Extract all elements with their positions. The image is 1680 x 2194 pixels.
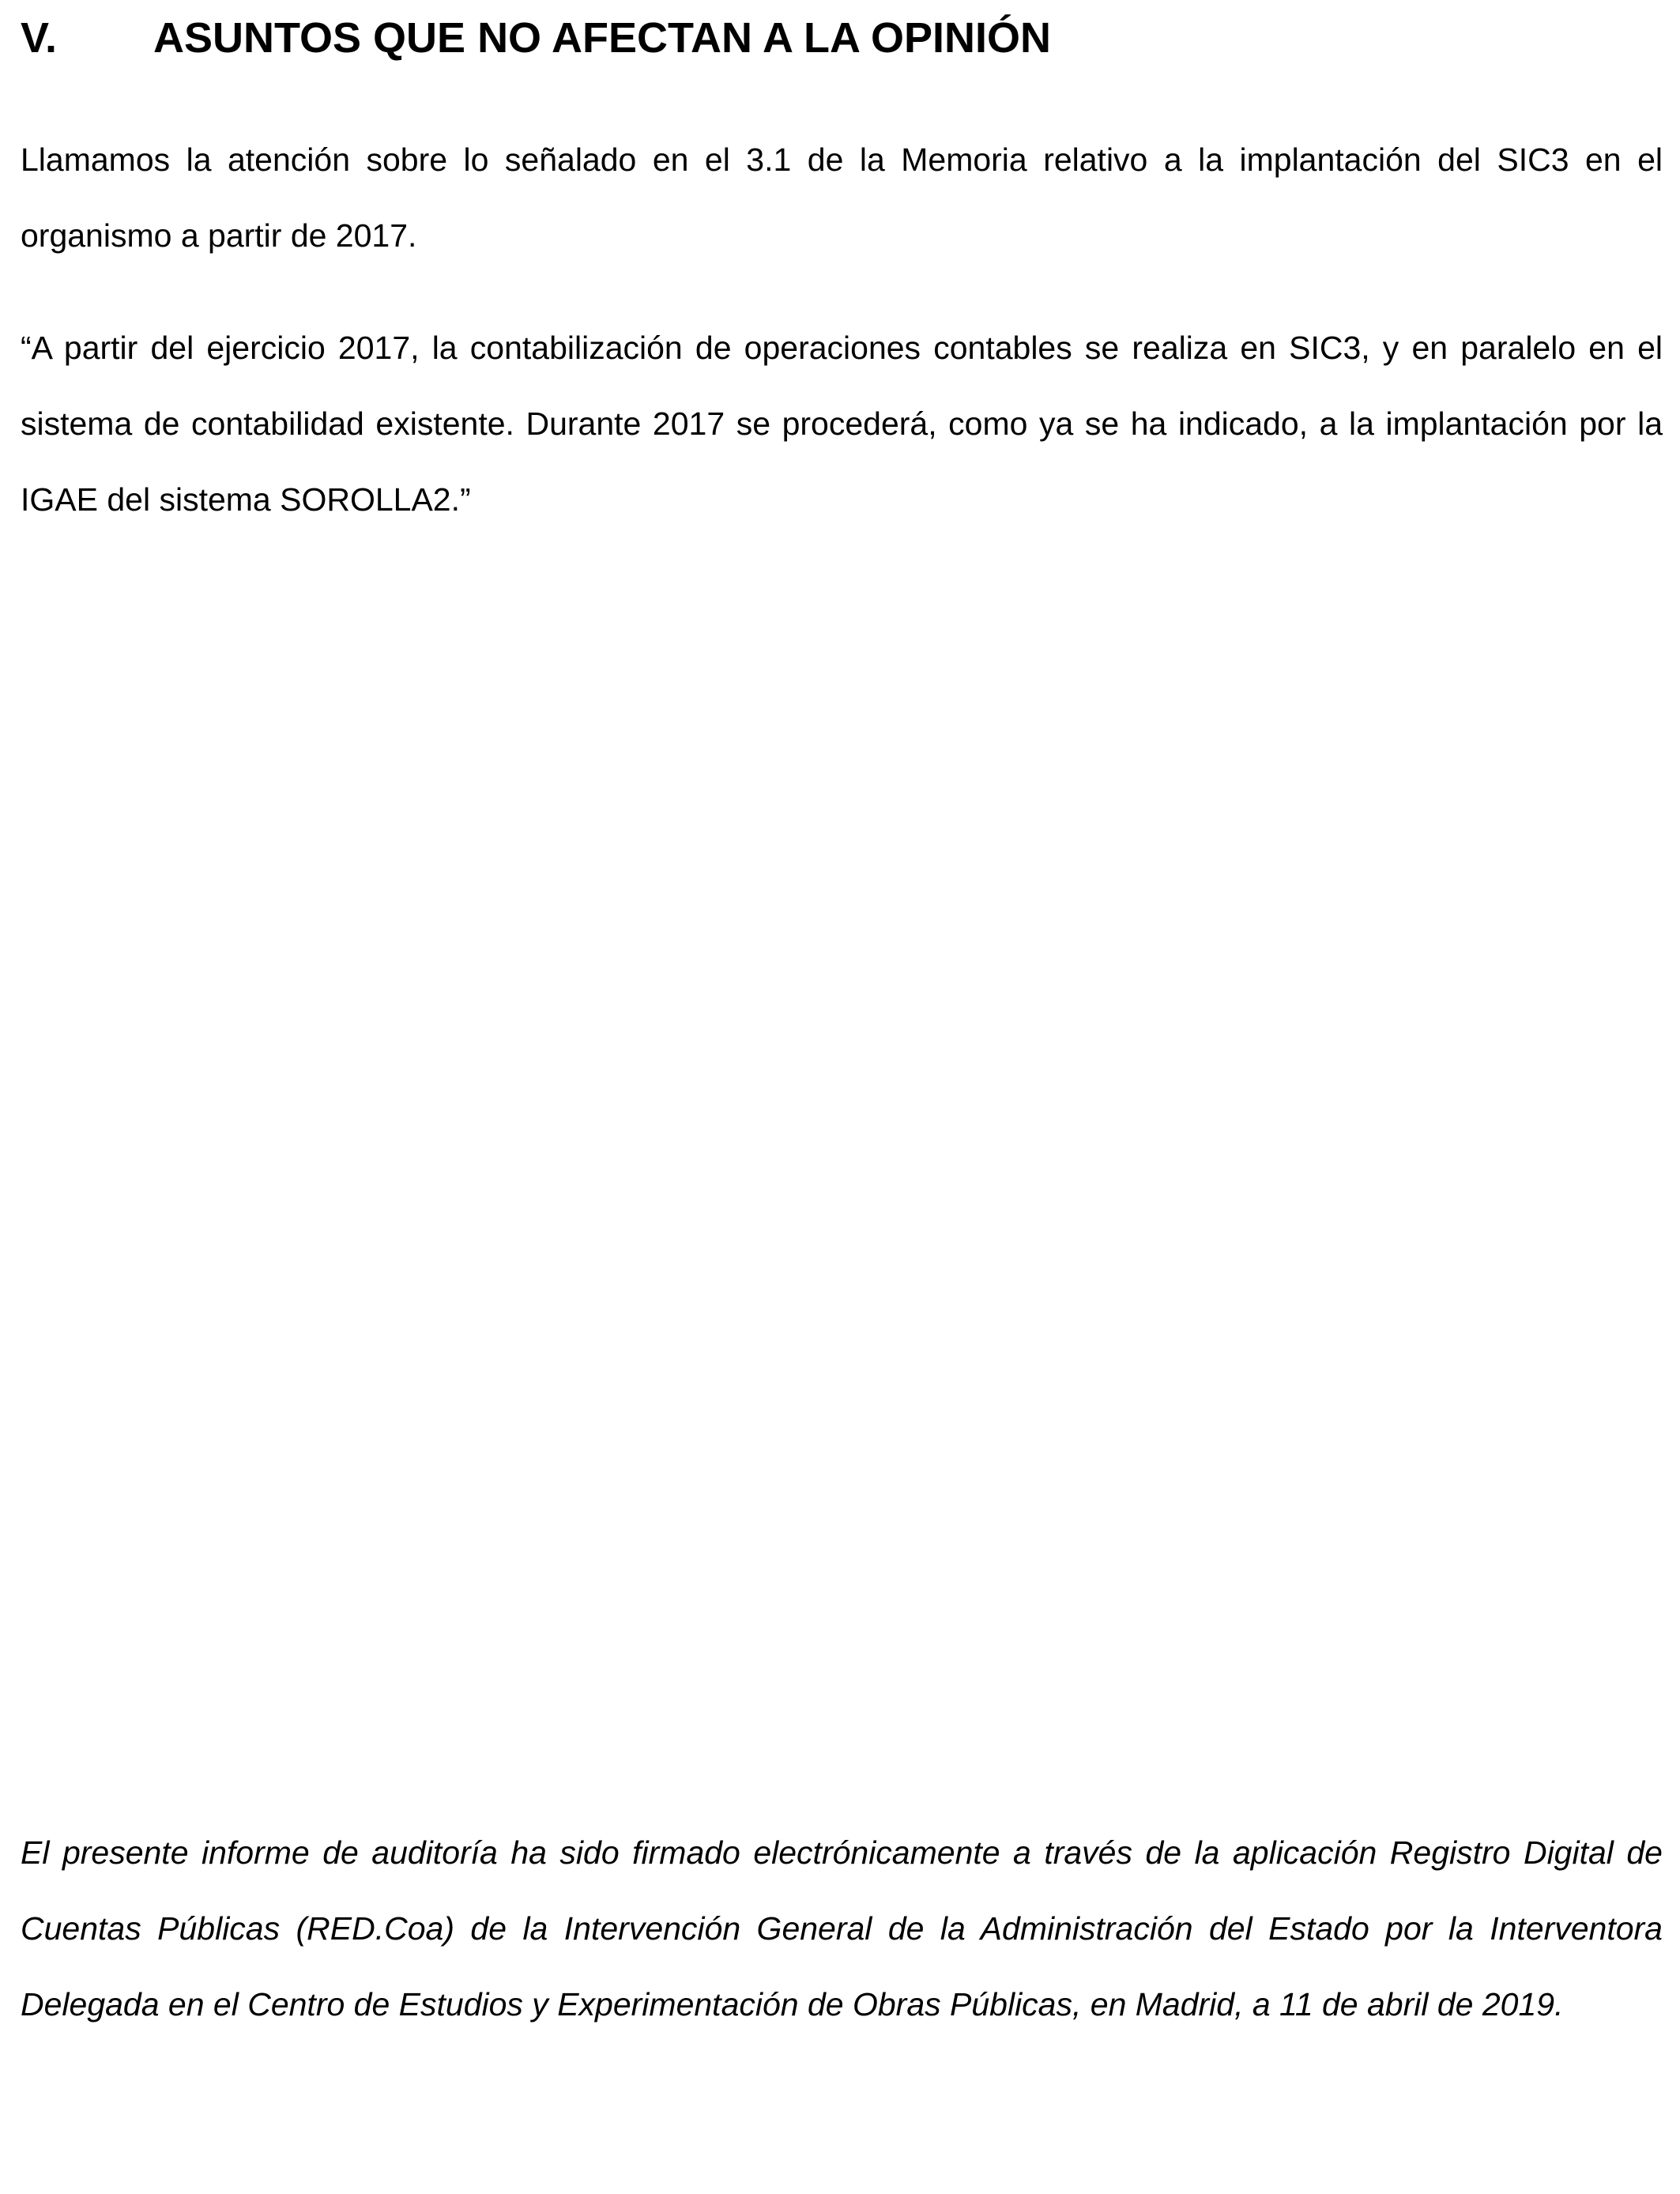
section-number: V. bbox=[21, 14, 58, 62]
paragraph-quoted-memoria: “A partir del ejercicio 2017, la contabilización de operaciones contables se realiza en SIC3, y en paralelo en el sistema de contabilidad existente. Durante 2017 se procederá, como ya se ha indicado, a la implantación por la IGAE del sistema SOROLLA2.” bbox=[21, 330, 1663, 518]
paragraph-emphasis-intro: Llamamos la atención sobre lo señalado en el 3.1 de la Memoria relativo a la implantación del SIC3 en el organismo a partir de 2017. bbox=[21, 141, 1663, 254]
section-title: ASUNTOS QUE NO AFECTAN A LA OPINIÓN bbox=[153, 14, 1052, 62]
section-heading bbox=[21, 6, 1664, 70]
signature-note: El presente informe de auditoría ha sido firmado electrónicamente a través de la aplicación Registro Digital de Cuentas Públicas (RED.Coa) de la Intervención General de la Administración del Estado por la Interventora Delegada en el Centro de Estudios y Experimentación de Obras Públicas, en Madrid, a 11 de abril de 2019. bbox=[21, 1834, 1663, 2022]
